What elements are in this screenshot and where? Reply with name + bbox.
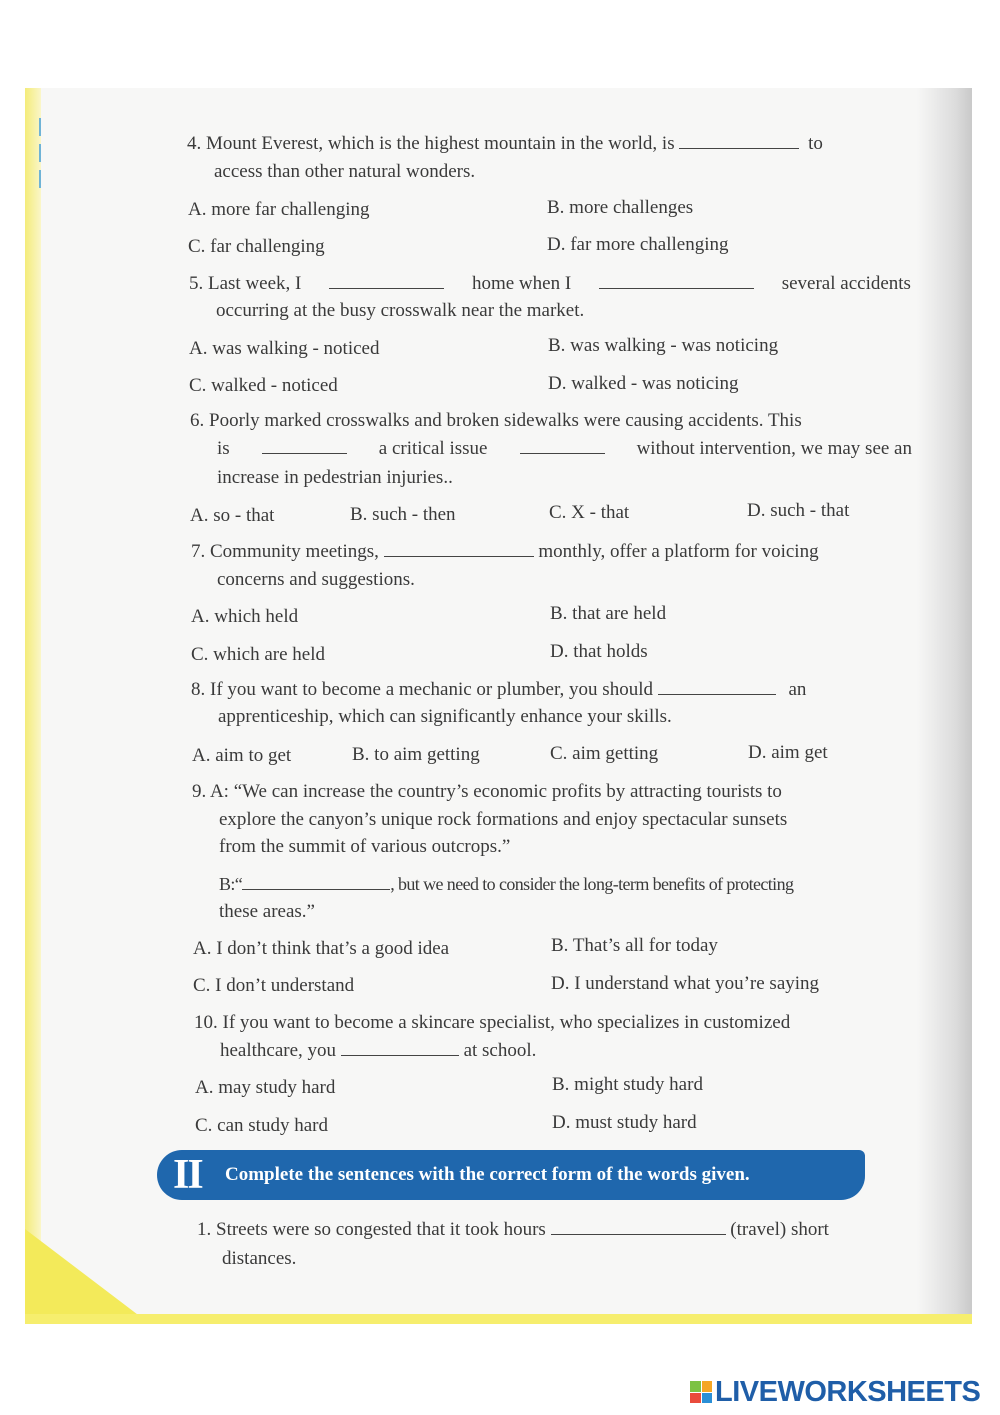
q4-option-d[interactable]: D. far more challenging [547,234,729,255]
liveworksheets-logo-icon [690,1381,712,1403]
q4-option-b[interactable]: B. more challenges [547,197,694,218]
q10-option-a[interactable]: A. may study hard [195,1077,336,1098]
q6-line3: increase in pedestrian injuries.. [217,467,453,488]
q8-blank[interactable] [658,678,776,695]
q5-option-c[interactable]: C. walked - noticed [189,375,338,396]
q10-line1: 10. If you want to become a skincare specialist, who specializes in customized [194,1012,791,1033]
q9-option-d[interactable]: D. I understand what you’re saying [551,973,820,994]
q4-option-c[interactable]: C. far challenging [188,236,325,257]
q5-option-a[interactable]: A. was walking - noticed [189,338,380,359]
q4-option-a[interactable]: A. more far challenging [188,199,370,220]
q6-line2: is a critical issue without intervention, we may see an [217,438,912,459]
q8-option-c[interactable]: C. aim getting [550,743,659,764]
q6-option-d[interactable]: D. such - that [747,500,850,521]
q8-option-a[interactable]: A. aim to get [192,745,292,766]
q7-line1: 7. Community meetings, monthly, offer a platform for voicing [191,541,819,562]
q8-option-b[interactable]: B. to aim getting [352,744,480,765]
q10-line2: healthcare, you at school. [220,1040,537,1061]
q8-line1: 8. If you want to become a mechanic or plumber, you should an [191,679,807,700]
q9-option-a[interactable]: A. I don’t think that’s a good idea [193,938,450,959]
q4-blank[interactable] [679,132,799,149]
logo-text: LIVEWORKSHEETS [715,1375,981,1408]
q5-line2: occurring at the busy crosswalk near the market. [216,300,585,321]
q7-option-a[interactable]: A. which held [191,606,299,627]
q9-blank[interactable] [242,873,390,890]
q10-option-b[interactable]: B. might study hard [552,1074,703,1095]
liveworksheets-logo[interactable] [690,1374,980,1410]
section-title: Complete the sentences with the correct form of the words given. [225,1164,750,1185]
q7-option-b[interactable]: B. that are held [550,603,667,624]
q9-option-b[interactable]: B. That’s all for today [551,935,718,956]
q10-option-c[interactable]: C. can study hard [195,1115,328,1136]
q7-line2: concerns and suggestions. [217,569,415,590]
bottom-band [25,1314,972,1324]
q6-blank-1[interactable] [262,437,347,454]
corner-decoration [25,1229,150,1324]
section2-item1-line2: distances. [222,1248,297,1269]
q8-option-d[interactable]: D. aim get [748,742,828,763]
q6-blank-2[interactable] [520,437,605,454]
q9-line1: 9. A: “We can increase the country’s economic profits by attracting tourists to [192,781,782,802]
q7-option-d[interactable]: D. that holds [550,641,648,662]
q5-option-d[interactable]: D. walked - was noticing [548,373,739,394]
q10-option-d[interactable]: D. must study hard [552,1112,697,1133]
q7-blank[interactable] [384,540,534,557]
q9-b-line2: these areas.” [219,901,315,922]
section2-item1-line1: 1. Streets were so congested that it took hours (travel) short [197,1219,829,1240]
q5-option-b[interactable]: B. was walking - was noticing [548,335,779,356]
q6-line1: 6. Poorly marked crosswalks and broken sidewalks were causing accidents. This [190,410,802,431]
section-2-banner [157,1150,865,1200]
q9-line2: explore the canyon’s unique rock formations and enjoy spectacular sunsets [219,809,788,830]
q7-option-c[interactable]: C. which are held [191,644,326,665]
q4-line1: 4. Mount Everest, which is the highest mountain in the world, is to [187,133,823,154]
q9-b-line: B:“ , but we need to consider the long-term benefits of protecting [219,874,794,894]
q9-line3: from the summit of various outcrops.” [219,836,511,857]
page-edge-marks [39,118,45,198]
section2-item1-blank[interactable] [551,1218,726,1235]
q6-option-c[interactable]: C. X - that [549,502,630,523]
q5-line1: 5. Last week, I home when I several accidents [189,273,911,294]
page-edge-yellow [25,88,41,1324]
q6-option-a[interactable]: A. so - that [190,505,275,526]
page-shadow [917,88,972,1324]
q10-blank[interactable] [341,1039,459,1056]
q9-option-c[interactable]: C. I don’t understand [193,975,355,996]
q6-option-b[interactable]: B. such - then [350,504,456,525]
q4-line2: access than other natural wonders. [214,161,476,182]
section-number: II [173,1152,202,1198]
q5-blank-1[interactable] [329,272,444,289]
q8-line2: apprenticeship, which can significantly enhance your skills. [218,706,672,727]
q5-blank-2[interactable] [599,272,754,289]
